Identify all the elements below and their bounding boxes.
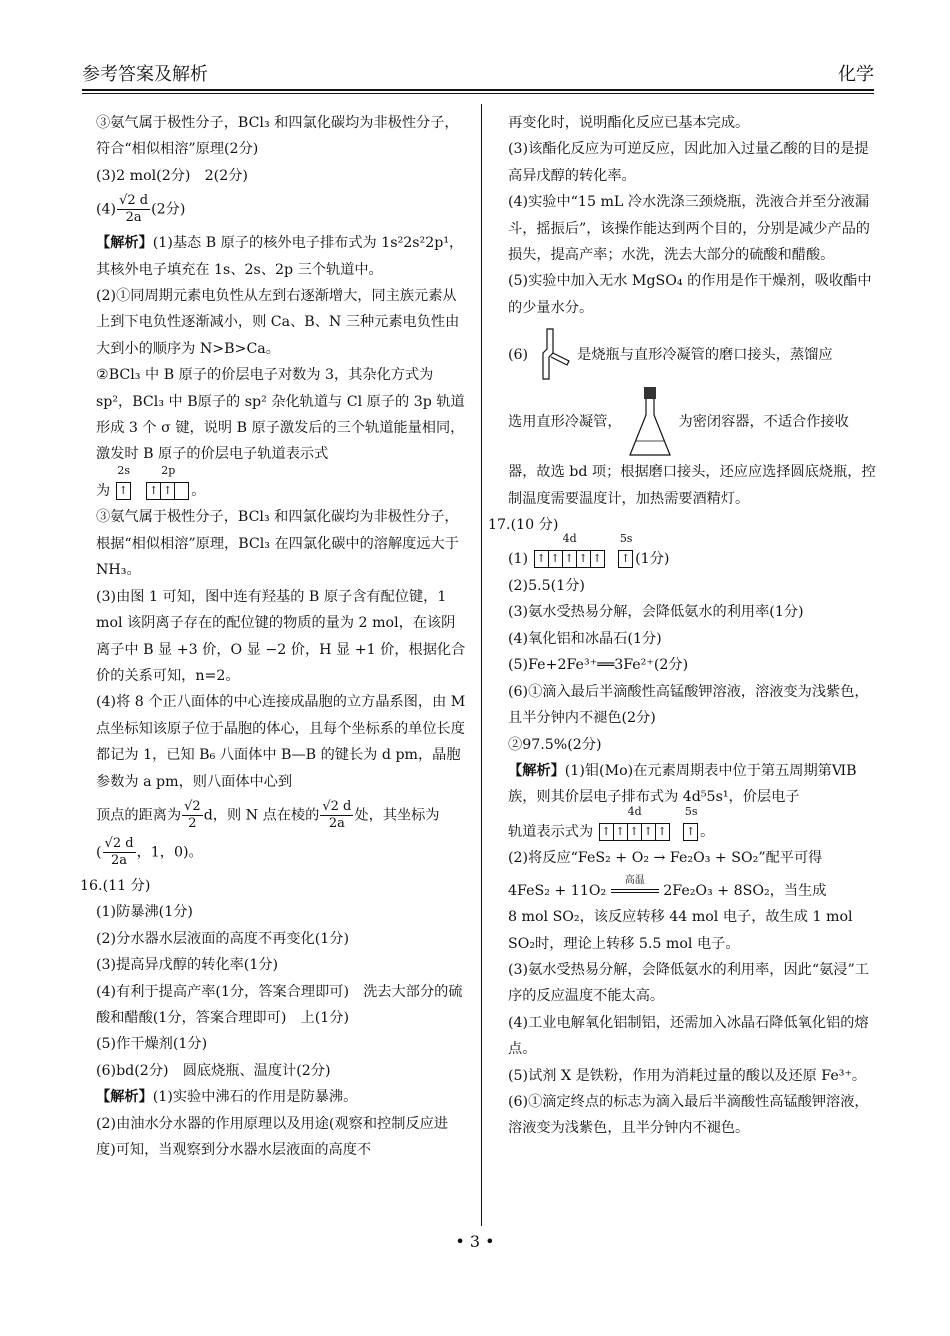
orbital-2p: 2p ↑ ↑	[147, 478, 189, 504]
header-left: 参考答案及解析	[82, 64, 208, 85]
text-line: (3)氨水受热易分解，会降低氨水的利用率(1分)	[508, 604, 804, 621]
text-line: (2)①同周期元素电负性从左到右逐渐增大，同主族元素从上到下电负性逐渐减小，则 Ca、B、N 三种元素电负性由大到小的顺序为 N>B>Ca。	[96, 288, 460, 357]
text-line: (4)工业电解氧化铝制铝，还需加入冰晶石降低氧化铝的熔点。	[508, 1014, 869, 1058]
text-line: (5)Fe+2Fe³⁺══3Fe²⁺(2分)	[508, 657, 689, 674]
text-line: 再变化时，说明酯化反应已基本完成。	[508, 115, 750, 131]
text-line: 为 2s ↑ 2p ↑ ↑ 。	[96, 478, 466, 505]
text-line: (3)由图 1 可知，图中连有羟基的 B 原子含有配位键，1 mol 该阴离子存在的配位键的物质的量为 2 mol，在该阴离子中 B 显 +3 价，O 显 −2 价，H 显 +1 价，根据化合价的关系可知，n=2。	[96, 588, 466, 684]
text-line: (5)实验中加入无水 MgSO₄ 的作用是作干燥剂，吸收酯中的少量水分。	[508, 273, 872, 316]
text-line: 【解析】(1)基态 B 原子的核外电子排布式为 1s²2s²2p¹，其核外电子填充在 1s、2s、2p 三个轨道中。	[96, 235, 464, 278]
text-line: (2)5.5(1分)	[508, 578, 585, 595]
question-number: 17.(10 分)	[488, 517, 559, 534]
text-line: 【解析】(1)实验中沸石的作用是防暴沸。	[96, 1089, 358, 1106]
left-column	[80, 110, 466, 1163]
orbital-5s: 5s ↑	[684, 819, 698, 845]
header-subject: 化学	[838, 64, 874, 85]
text-line: 轨道表示式为 4d ↑ ↑ ↑ ↑ ↑ 5s ↑ 。	[508, 819, 876, 846]
text-line: 8 mol SO₂，该反应转移 44 mol 电子，故生成 1 mol SO₂时，理论上转移 5.5 mol 电子。	[508, 909, 853, 952]
header-rule	[82, 89, 874, 91]
text-line: (3)氨水受热易分解，会降低氨水的利用率，因此“氨浸”工序的反应温度不能太高。	[508, 961, 869, 1005]
text-line: ②BCl₃ 中 B 原子的价层电子对数为 3，其杂化方式为 sp²，BCl₃ 中 B原子的 sp² 杂化轨道与 Cl 原子的 3p 轨道形成 3 个 σ 键，说明 B 原子激发后的三个轨道能量相同，激发时 B 原子的价层电子轨道表示式	[96, 367, 465, 463]
text-line: (2)分水器水层液面的高度不再变化(1分)	[96, 930, 350, 947]
orbital-2s: 2s ↑	[117, 478, 131, 504]
text-line: (1) 4d ↑ ↑ ↑ ↑ ↑ 5s ↑ (1分)	[508, 546, 876, 573]
orbital-5s: 5s ↑	[619, 546, 633, 572]
page-number: • 3 •	[455, 1232, 495, 1251]
column-divider	[481, 104, 482, 1226]
text-line: (4) $\frac{√2 d}{2a}$ (2分)	[96, 193, 186, 226]
text-line: 器，故选 bd 项；根据磨口接头，还应应选择圆底烧瓶，控制温度需要温度计，加热需要酒精灯。	[508, 464, 876, 507]
text-line: ( $\frac{√2 d}{2a}$ ，1，0)。	[96, 835, 203, 868]
orbital-4d: 4d ↑ ↑ ↑ ↑ ↑	[600, 819, 670, 845]
header-rule-thin	[82, 93, 874, 94]
text-line: (4)氧化铝和冰晶石(1分)	[508, 630, 662, 647]
conical-flask-icon	[626, 385, 674, 459]
text-line: 顶点的距离为 $\frac{√2}{2}$ d，则 N 点在棱的 $\frac{√2 d}{2a}$ 处，其坐标为	[96, 798, 440, 831]
reaction-condition: 高温	[611, 889, 659, 893]
text-line: (6)①滴入最后半滴酸性高锰酸钾溶液，溶液变为浅紫色，且半分钟内不褪色(2分)	[508, 683, 869, 727]
text-line: (4)有利于提高产率(1分，答案合理即可) 洗去大部分的硫酸和醋酸(1分，答案合理即可) 上(1分)	[96, 983, 463, 1026]
fraction: $\frac{√2 d}{2a}$	[322, 798, 352, 831]
text-line: (4)将 8 个正八面体的中心连接成晶胞的立方晶系图，由 M 点坐标知该原子位于晶胞的体心，且每个坐标系的单位长度都记为 1，已知 B₆ 八面体中 B—B 的键长为 d pm，晶胞参数为 a pm，则八面体中心到	[96, 694, 466, 790]
text-line: (1)防暴沸(1分)	[96, 904, 193, 921]
text-line: (4)实验中“15 mL 冷水洗涤三颈烧瓶，洗液合并至分液漏斗，摇振后”，该操作能达到两个目的，分别是减少产品的损失，提高产率；水洗，洗去大部分的硫酸和醋酸。	[508, 194, 870, 264]
ground-glass-joint-icon	[533, 327, 573, 383]
page-header	[82, 58, 874, 92]
text-line: (5)作干燥剂(1分)	[96, 1036, 208, 1053]
text-line: ③氨气属于极性分子，BCl₃ 和四氯化碳均为非极性分子，根据“相似相溶”原理，BCl₃ 在四氯化碳中的溶解度远大于 NH₃。	[96, 509, 459, 579]
text-line: 4FeS₂ + 11O₂ 高温 2Fe₂O₃ + 8SO₂，当生成	[508, 874, 827, 899]
text-line: (2)将反应“FeS₂ + O₂ → Fe₂O₃ + SO₂”配平可得	[508, 850, 823, 867]
text-line: (6)①滴定终点的标志为滴入最后半滴酸性高锰酸钾溶液，溶液变为浅紫色，且半分钟内不褪色。	[508, 1094, 869, 1137]
text-line: 【解析】(1)钼(Mo)在元素周期表中位于第五周期第ⅥB 族，则其价层电子排布式为 4d⁵5s¹，价层电子	[508, 762, 857, 806]
text-line: (3)2 mol(2分) 2(2分)	[96, 167, 248, 184]
text-line: (5)试剂 X 是铁粉，作用为消耗过量的酸以及还原 Fe³⁺。	[508, 1067, 867, 1084]
text-line: (6)bd(2分) 圆底烧瓶、温度计(2分)	[96, 1062, 331, 1079]
text-line: (2)由油水分水器的作用原理以及用途(观察和控制反应进度)可知，当观察到分水器水层液面的高度不	[96, 1115, 448, 1159]
text-line: (6) 是烧瓶与直形冷凝管的磨口接头，蒸馏应	[508, 327, 876, 383]
orbital-4d: 4d ↑ ↑ ↑ ↑ ↑	[535, 546, 605, 572]
text-line: (3)该酯化反应为可逆反应，因此加入过量乙酸的目的是提高异戊醇的转化率。	[508, 141, 869, 184]
text-line: (3)提高异戊醇的转化率(1分)	[96, 957, 279, 974]
text-line: ③氨气属于极性分子，BCl₃ 和四氯化碳均为非极性分子，符合“相似相溶”原理(2分)	[96, 115, 459, 158]
question-number: 16.(11 分)	[80, 877, 151, 894]
fraction: $\frac{√2}{2}$	[184, 798, 201, 831]
fraction: $\frac{√2 d}{2a}$	[119, 193, 149, 226]
right-column	[488, 110, 876, 1142]
fraction: $\frac{√2 d}{2a}$	[104, 835, 134, 868]
text-line: ②97.5%(2分)	[508, 736, 602, 753]
text-line: 选用直形冷凝管， 为密闭容器，不适合作接收	[508, 385, 876, 459]
